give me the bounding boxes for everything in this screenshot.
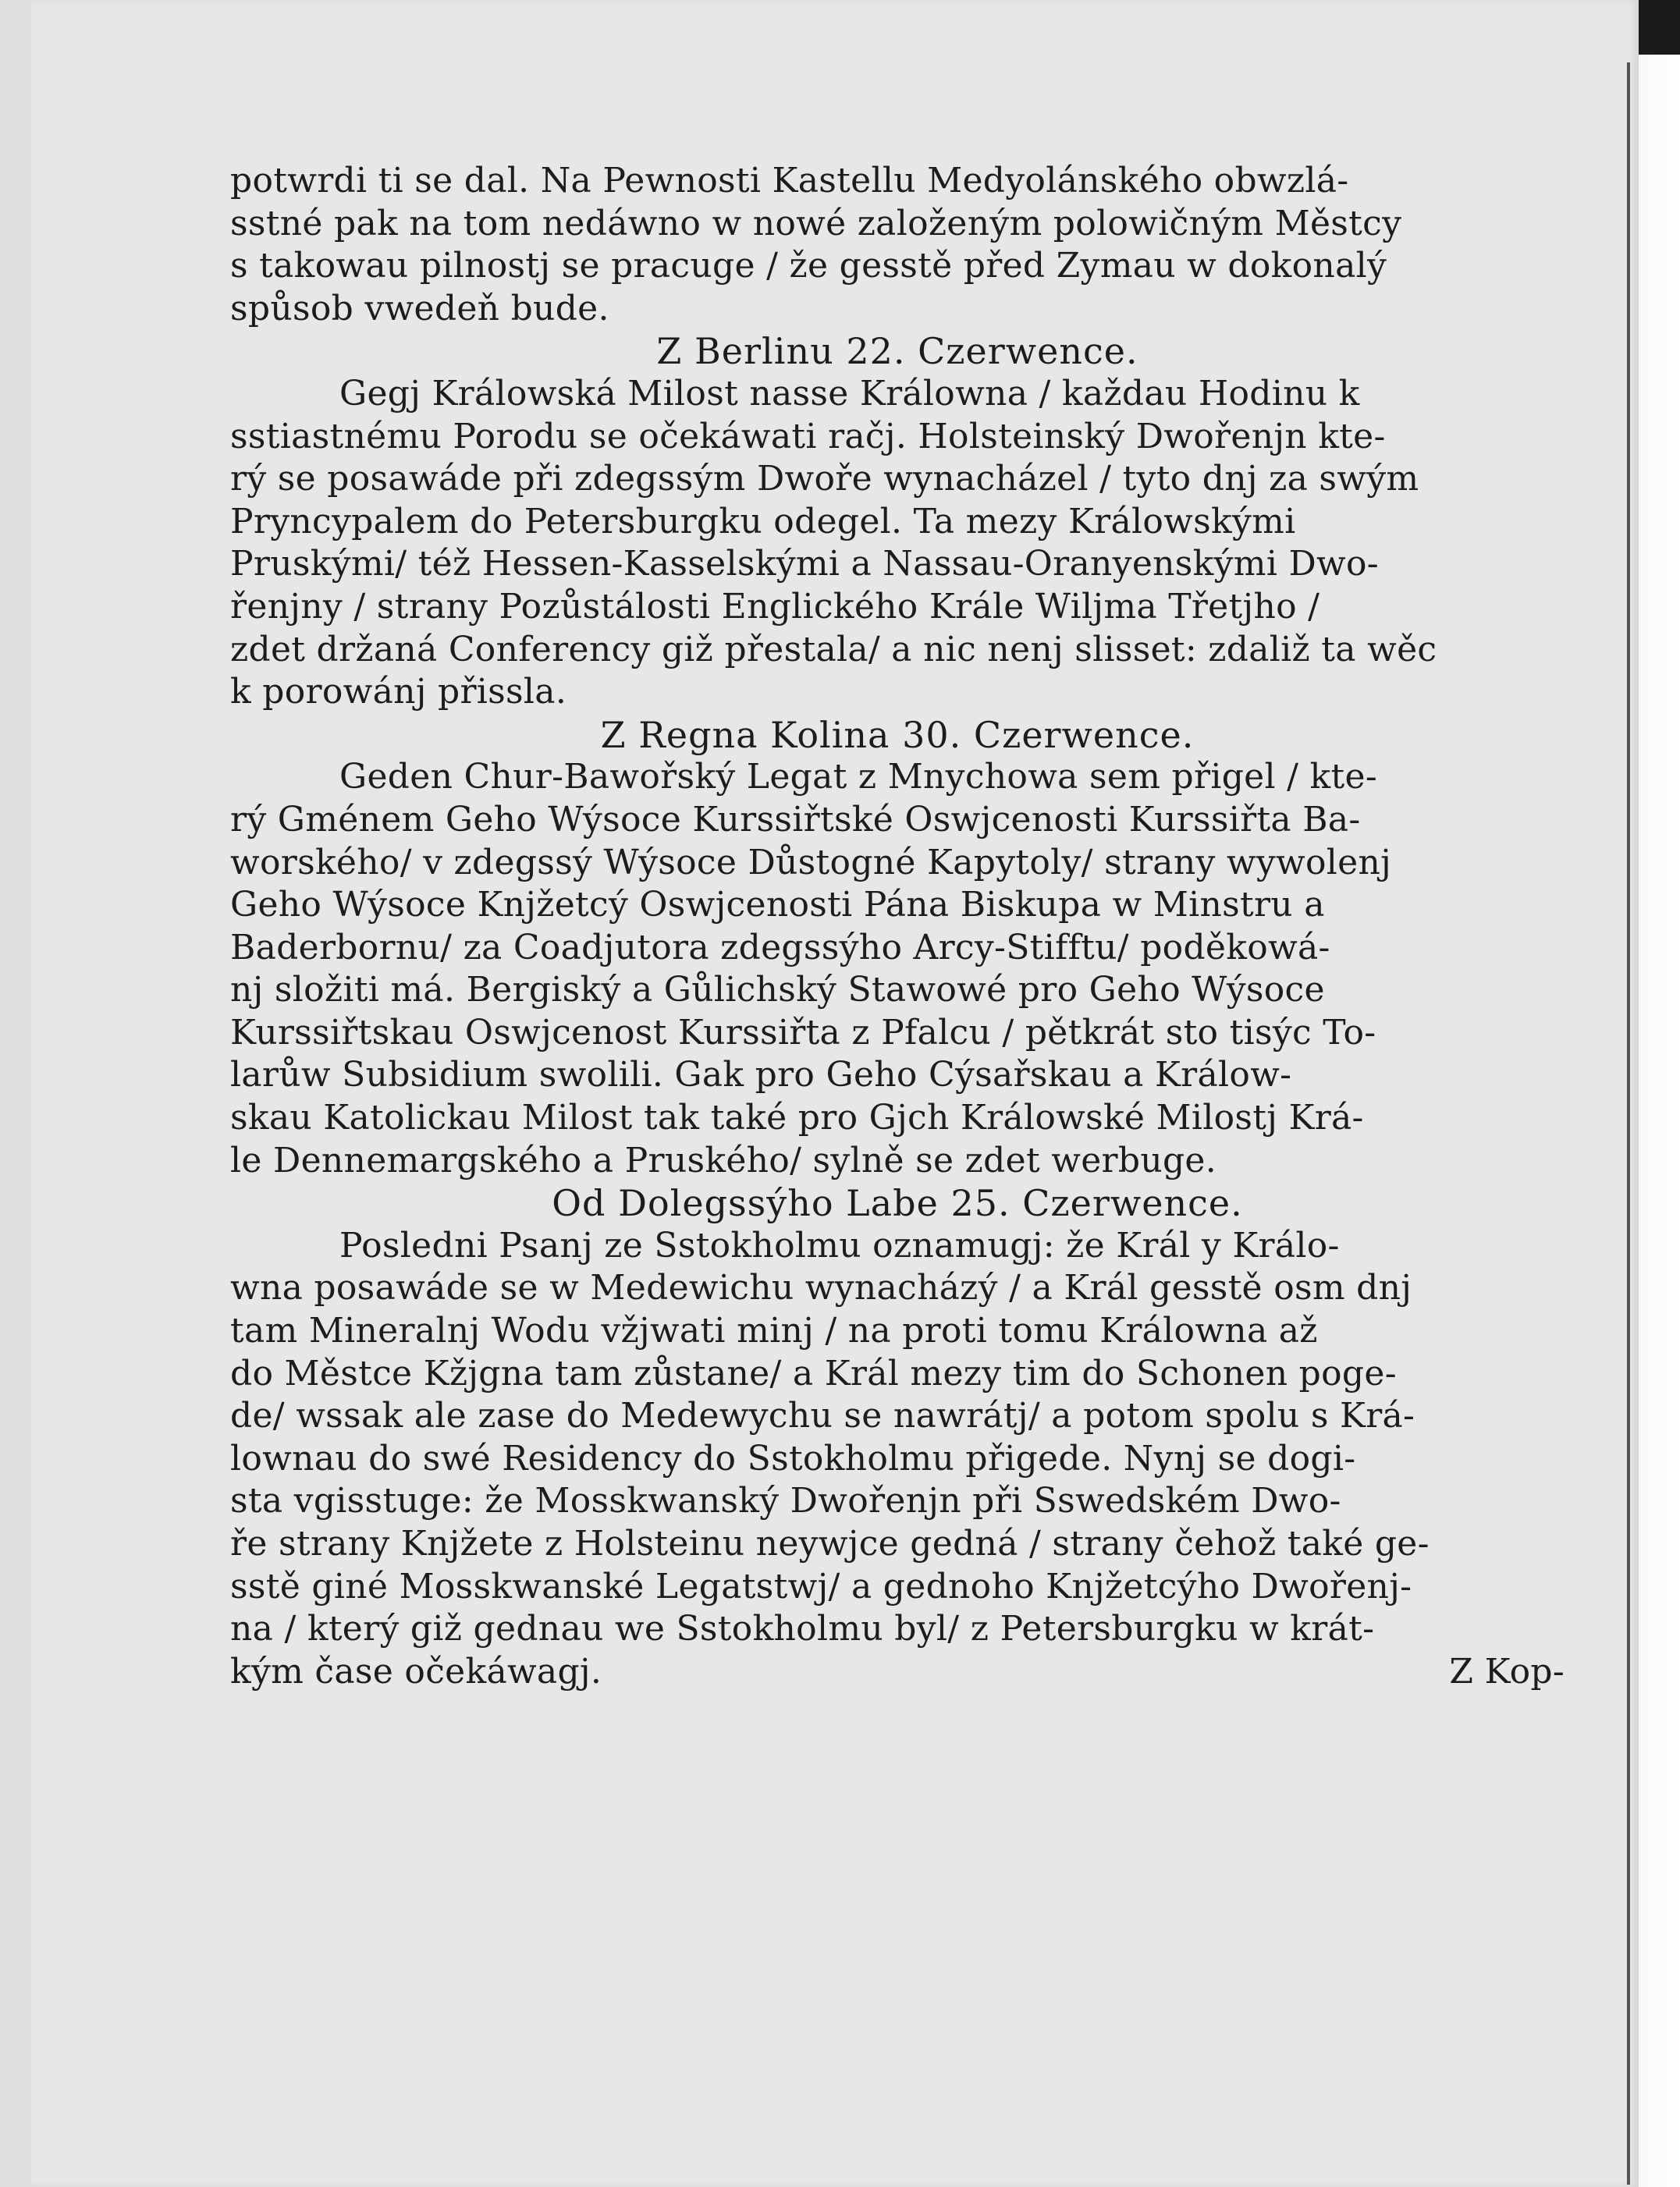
text-line: Geden Chur-Bawořský Legat z Mnychowa sem přigel / kte- bbox=[339, 757, 1378, 797]
text-line: skau Katolickau Milost tak také pro Gjch Králowské Milostj Krá- bbox=[230, 1098, 1364, 1138]
text-line: Geho Wýsoce Knjžetcý Oswjcenosti Pána Biskupa w Minstru a bbox=[230, 885, 1325, 925]
text-line: do Městce Kžjgna tam zůstane/ a Král mezy tim do Schonen poge- bbox=[230, 1353, 1397, 1394]
text-line: řenjny / strany Pozůstálosti Englického Krále Wiljma Třetjho / bbox=[230, 586, 1320, 627]
page-edge-shadow bbox=[1627, 62, 1630, 2185]
text-line: rý Gménem Geho Wýsoce Kurssiřtské Oswjcenosti Kurssiřta Ba- bbox=[230, 799, 1361, 840]
text-line: na / který giž gednau we Sstokholmu byl/ z Petersburgku w krát- bbox=[230, 1609, 1375, 1649]
text-line: ře strany Knjžete z Holsteinu neywjce gedná / strany čehož také ge- bbox=[230, 1524, 1430, 1564]
dateline-heading: Z Regna Kolina 30. Czerwence. bbox=[600, 713, 1195, 756]
text-line: sstě giné Mosskwanské Legatstwj/ a gednoho Knjžetcýho Dwořenj- bbox=[230, 1566, 1412, 1607]
text-line: de/ wssak ale zase do Medewychu se nawrátj/ a potom spolu s Krá- bbox=[230, 1396, 1415, 1436]
text-line: sta vgisstuge: že Mosskwanský Dwořenjn při Sswedském Dwo- bbox=[230, 1481, 1341, 1521]
text-line: s takowau pilnostj se pracuge / že gesstě před Zymau w dokonalý bbox=[230, 246, 1387, 286]
text-line: tam Mineralnj Wodu vžjwati minj / na proti tomu Králowna až bbox=[230, 1311, 1318, 1351]
text-line: wna posawáde se w Medewichu wynacházý / a Král gesstě osm dnj bbox=[230, 1268, 1412, 1308]
text-line: rý se posawáde při zdegssým Dwoře wynacházel / tyto dnj za swým bbox=[230, 459, 1419, 499]
text-line: Pryncypalem do Petersburgku odegel. Ta mezy Králowskými bbox=[230, 501, 1296, 541]
text-line: worského/ v zdegssý Wýsoce Důstogné Kapytoly/ strany wywolenj bbox=[230, 842, 1392, 882]
dateline-heading: Od Dolegssýho Labe 25. Czerwence. bbox=[552, 1182, 1243, 1225]
text-line: Gegj Králowská Milost nasse Králowna / každau Hodinu k bbox=[339, 373, 1360, 414]
text-line: le Dennemargského a Pruského/ sylně se zdet werbuge. bbox=[230, 1140, 1217, 1180]
text-line: kým čase očekáwagj. bbox=[230, 1651, 602, 1692]
text-line: lownau do swé Residency do Sstokholmu přigede. Nynj se dogi- bbox=[230, 1438, 1356, 1479]
text-line: Pruskými/ též Hessen-Kasselskými a Nassau-Oranyenskými Dwo- bbox=[230, 544, 1379, 584]
dateline-heading: Z Berlinu 22. Czerwence. bbox=[656, 330, 1138, 373]
text-line: Kurssiřtskau Oswjcenost Kurssiřta z Pfalcu / pětkrát sto tisýc To- bbox=[230, 1012, 1376, 1053]
text-line: sstiastnému Porodu se očekáwati račj. Holsteinský Dwořenjn kte- bbox=[230, 416, 1386, 456]
text-line: larůw Subsidium swolili. Gak pro Geho Cýsařskau a Králow- bbox=[230, 1055, 1292, 1095]
text-line: nj složiti má. Bergiský a Gůlichský Stawowé pro Geho Wýsoce bbox=[230, 970, 1325, 1010]
last-line bbox=[230, 1651, 1565, 1694]
catchword: Z Kop- bbox=[1449, 1651, 1565, 1692]
text-line: potwrdi ti se dal. Na Pewnosti Kastellu Medyolánského obwzlá- bbox=[230, 161, 1349, 201]
page-text bbox=[230, 160, 1565, 1693]
text-line: zdet držaná Conferency giž přestala/ a nic nenj slisset: zdaliž ta wěc bbox=[230, 629, 1437, 669]
text-line: Baderbornu/ za Coadjutora zdegssýho Arcy-Stifftu/ poděkowá- bbox=[230, 927, 1330, 967]
text-line: sstné pak na tom nedáwno w nowé založeným polowičným Městcy bbox=[230, 203, 1402, 243]
text-line: k porowánj přissla. bbox=[230, 672, 567, 712]
text-line: spůsob vwedeň bude. bbox=[230, 288, 609, 328]
text-line: Posledni Psanj ze Sstokholmu oznamugj: že Král y Králo- bbox=[339, 1225, 1340, 1266]
